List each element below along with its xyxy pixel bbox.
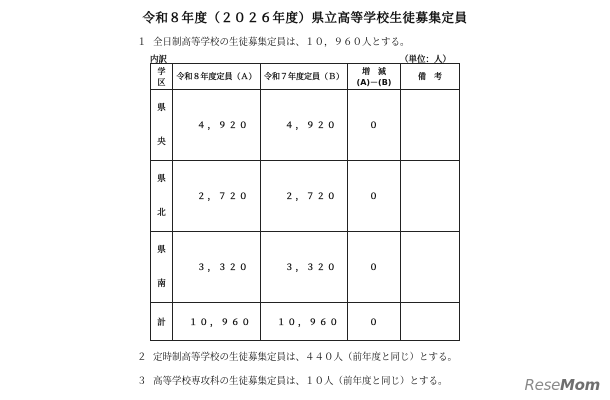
item-2 (137, 349, 457, 363)
district-cell (151, 90, 173, 161)
r8-cell: ４，９２０ (173, 90, 261, 161)
header-remarks: 備 考 (401, 64, 460, 90)
unit-label: （単位：人） (400, 55, 452, 65)
item-3 (137, 373, 448, 387)
diff-cell: ０ (348, 232, 401, 303)
header-district (151, 64, 173, 90)
resemom-watermark-logo (525, 376, 600, 394)
header-diff-line2: (A)－(B) (356, 77, 392, 87)
r8-cell: ３，３２０ (173, 232, 261, 303)
total-remarks-cell (401, 303, 460, 341)
district-char: 央 (157, 137, 166, 147)
district-cell (151, 232, 173, 303)
total-r8-cell: １０，９６０ (173, 303, 261, 341)
district-char: 県 (157, 174, 166, 184)
table-row (151, 161, 460, 232)
table-row (151, 232, 460, 303)
header-r8: 令和８年度定員（Ａ） (173, 64, 261, 90)
quota-table (150, 63, 460, 341)
r7-cell: ２，７２０ (261, 161, 348, 232)
diff-cell: ０ (348, 90, 401, 161)
r8-cell: ２，７２０ (173, 161, 261, 232)
remarks-cell (401, 161, 460, 232)
district-char: 県 (157, 245, 166, 255)
item-1-text: 全日制高等学校の生徒募集定員は、１０，９６０人とする。 (153, 37, 410, 48)
total-diff-cell: ０ (348, 303, 401, 341)
remarks-cell (401, 90, 460, 161)
table-row (151, 90, 460, 161)
logo-text-part1: Rese (524, 376, 561, 394)
total-r7-cell: １０，９６０ (261, 303, 348, 341)
page-title: 令和８年度（２０２６年度）県立高等学校生徒募集定員 (142, 10, 468, 25)
item-3-text: 高等学校専攻科の生徒募集定員は、１０人（前年度と同じ）とする。 (153, 376, 448, 387)
remarks-cell (401, 232, 460, 303)
district-cell (151, 161, 173, 232)
r7-cell: ４，９２０ (261, 90, 348, 161)
header-diff (348, 64, 401, 90)
table-header-row (151, 64, 460, 90)
header-diff-line1: 増 減 (362, 66, 386, 76)
table-total-row (151, 303, 460, 341)
diff-cell: ０ (348, 161, 401, 232)
item-2-number: ２ (137, 352, 147, 363)
header-r7: 令和７年度定員（Ｂ） (261, 64, 348, 90)
breakdown-label: 内訳 (150, 55, 168, 65)
item-1-number: １ (137, 37, 147, 48)
header-district-text: 学区 (157, 66, 166, 87)
total-label-cell: 計 (151, 303, 173, 341)
item-1 (137, 34, 410, 48)
logo-text-part2: Mom (560, 376, 600, 394)
district-char: 県 (157, 103, 166, 113)
item-3-number: ３ (137, 376, 147, 387)
r7-cell: ３，３２０ (261, 232, 348, 303)
district-char: 南 (157, 279, 166, 289)
item-2-text: 定時制高等学校の生徒募集定員は、４４０人（前年度と同じ）とする。 (153, 352, 458, 363)
district-char: 北 (157, 208, 166, 218)
